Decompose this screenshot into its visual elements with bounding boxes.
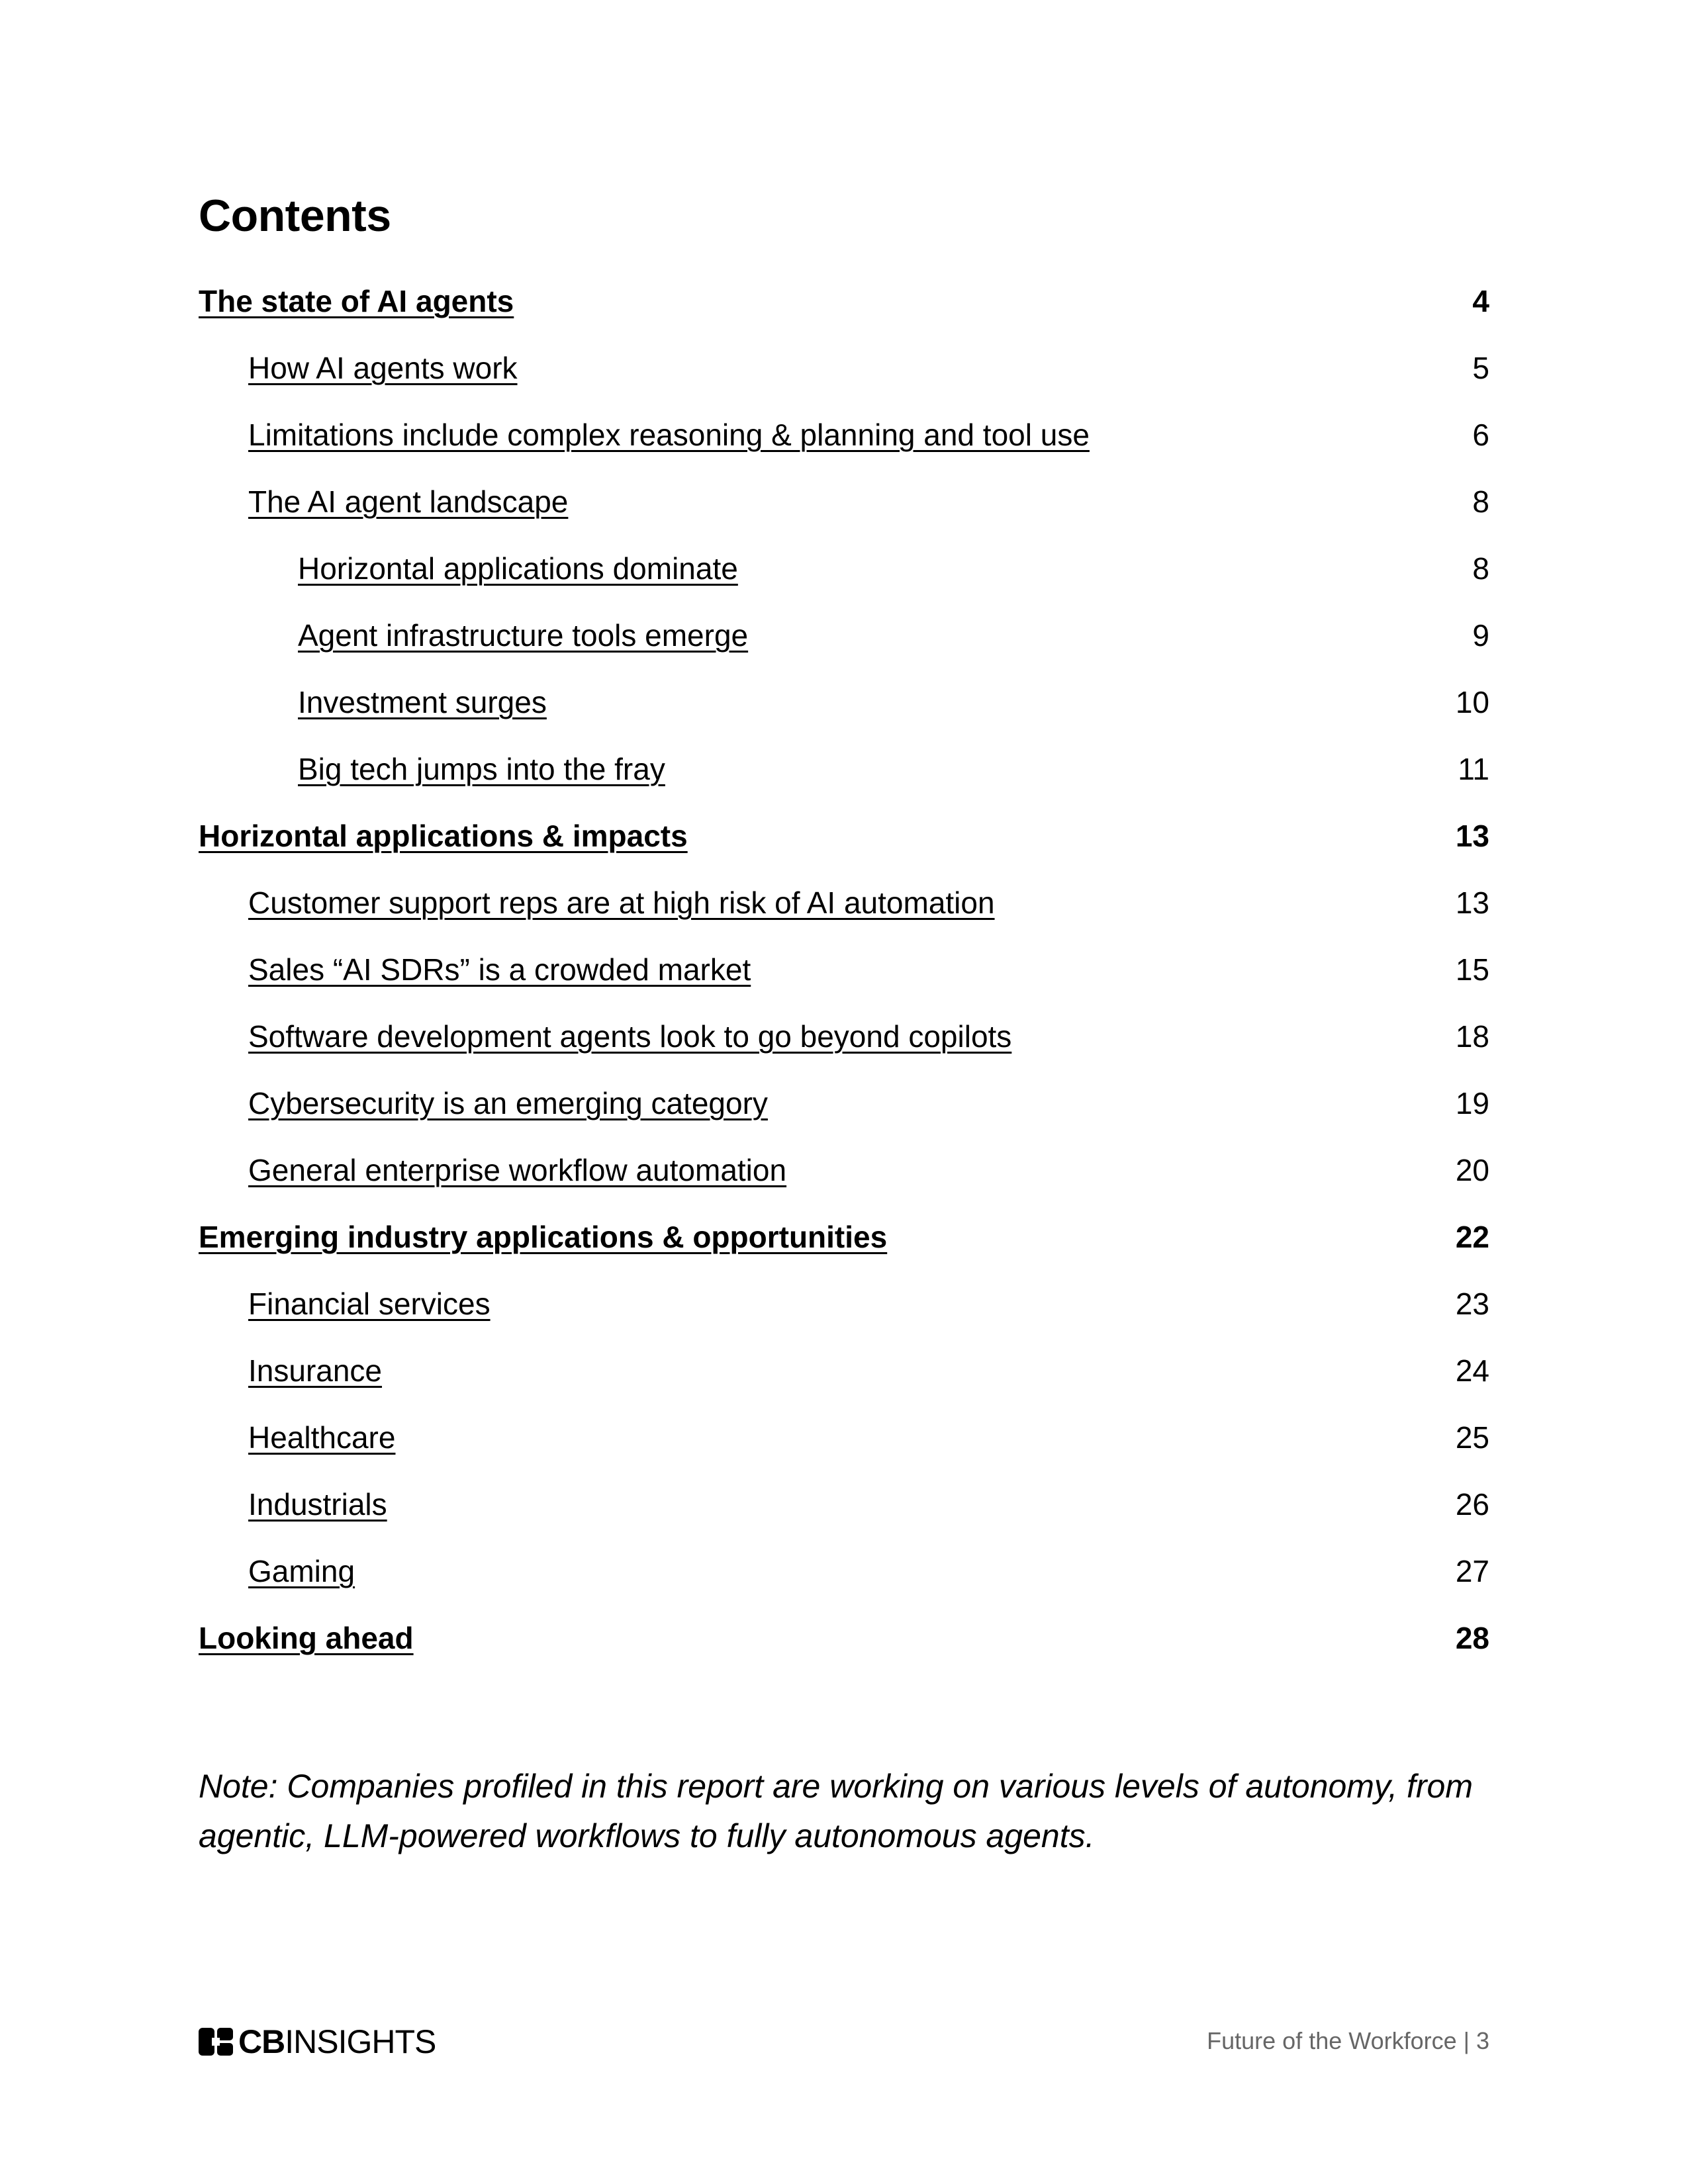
toc-entry-page-number: 11	[1458, 752, 1489, 786]
toc-entry	[199, 886, 1489, 953]
toc-entry-page-number: 5	[1472, 351, 1489, 385]
toc-entry	[199, 1555, 1489, 1621]
toc-entry-page-number: 25	[1455, 1420, 1489, 1455]
toc-entry-link[interactable]: Horizontal applications & impacts	[199, 819, 688, 853]
toc-entry	[199, 1220, 1489, 1287]
cb-insights-logo	[199, 2025, 436, 2058]
toc-entry-link[interactable]: Customer support reps are at high risk of AI automation	[248, 886, 995, 920]
toc-entry-link[interactable]: Investment surges	[298, 685, 547, 719]
toc-entry	[199, 686, 1489, 752]
toc-entry-link[interactable]: Emerging industry applications & opportunities	[199, 1220, 888, 1254]
toc-entry-link[interactable]: The state of AI agents	[199, 284, 514, 318]
toc-entry-link[interactable]: Healthcare	[248, 1420, 396, 1455]
toc-entry-link[interactable]: Insurance	[248, 1353, 383, 1388]
toc-entry-link[interactable]: Cybersecurity is an emerging category	[248, 1086, 768, 1120]
report-note: Note: Companies profiled in this report are working on various levels of autonomy, from agentic, LLM-powered workflows to fully autonomous agents.	[199, 1768, 1473, 1854]
toc-entry	[199, 351, 1489, 418]
toc-entry-page-number: 20	[1455, 1153, 1489, 1187]
toc-entry-page-number: 8	[1472, 484, 1489, 519]
toc-entry-page-number: 28	[1455, 1621, 1489, 1655]
toc-entry-page-number: 26	[1455, 1487, 1489, 1522]
toc-entry-link[interactable]: General enterprise workflow automation	[248, 1153, 787, 1187]
toc-entry	[199, 1621, 1489, 1688]
cb-insights-logo-icon	[199, 2028, 233, 2056]
toc-entry	[199, 285, 1489, 351]
logo-wordmark-cb: CB	[238, 2023, 285, 2060]
toc-entry-link[interactable]: Financial services	[248, 1287, 491, 1321]
logo-wordmark	[238, 2025, 436, 2058]
toc-entry-page-number: 24	[1455, 1353, 1489, 1388]
toc-entry-link[interactable]: Horizontal applications dominate	[298, 551, 738, 586]
toc-entry	[199, 619, 1489, 686]
toc-entry-link[interactable]: Limitations include complex reasoning & planning and tool use	[248, 418, 1090, 452]
toc-entry-link[interactable]: Sales “AI SDRs” is a crowded market	[248, 952, 751, 987]
toc-entry	[199, 1488, 1489, 1555]
logo-wordmark-insights: INSIGHTS	[285, 2023, 436, 2060]
toc-entry	[199, 1087, 1489, 1154]
toc-entry	[199, 418, 1489, 485]
toc-entry-link[interactable]: Gaming	[248, 1554, 355, 1588]
toc-entry-page-number: 18	[1455, 1019, 1489, 1054]
toc-entry-page-number: 22	[1455, 1220, 1489, 1254]
toc-entry-link[interactable]: Big tech jumps into the fray	[298, 752, 665, 786]
toc-entry	[199, 819, 1489, 886]
toc-entry	[199, 752, 1489, 819]
toc-entry-page-number: 27	[1455, 1554, 1489, 1588]
toc-entry-page-number: 13	[1455, 886, 1489, 920]
toc-entry-link[interactable]: The AI agent landscape	[248, 484, 569, 519]
toc-entry	[199, 1020, 1489, 1087]
toc-entry-page-number: 6	[1472, 418, 1489, 452]
toc-entry-page-number: 8	[1472, 551, 1489, 586]
page-title: Contents	[199, 191, 391, 241]
toc-entry-link[interactable]: Looking ahead	[199, 1621, 414, 1655]
toc-entry	[199, 552, 1489, 619]
toc-entry	[199, 1421, 1489, 1488]
toc-entry	[199, 1154, 1489, 1220]
toc-entry-link[interactable]: Agent infrastructure tools emerge	[298, 618, 749, 653]
toc-entry-page-number: 10	[1455, 685, 1489, 719]
footer-report-label: Future of the Workforce | 3	[1207, 2027, 1489, 2054]
toc-entry	[199, 1354, 1489, 1421]
toc-entry-page-number: 15	[1455, 952, 1489, 987]
toc-entry	[199, 485, 1489, 552]
toc-entry	[199, 1287, 1489, 1354]
toc-entry-link[interactable]: How AI agents work	[248, 351, 518, 385]
toc-entry-page-number: 23	[1455, 1287, 1489, 1321]
toc-entry-link[interactable]: Software development agents look to go beyond copilots	[248, 1019, 1012, 1054]
table-of-contents	[199, 285, 1489, 1688]
toc-entry-page-number: 9	[1472, 618, 1489, 653]
toc-entry	[199, 953, 1489, 1020]
toc-entry-link[interactable]: Industrials	[248, 1487, 387, 1522]
toc-entry-page-number: 19	[1455, 1086, 1489, 1120]
toc-entry-page-number: 13	[1455, 819, 1489, 853]
toc-entry-page-number: 4	[1472, 284, 1489, 318]
